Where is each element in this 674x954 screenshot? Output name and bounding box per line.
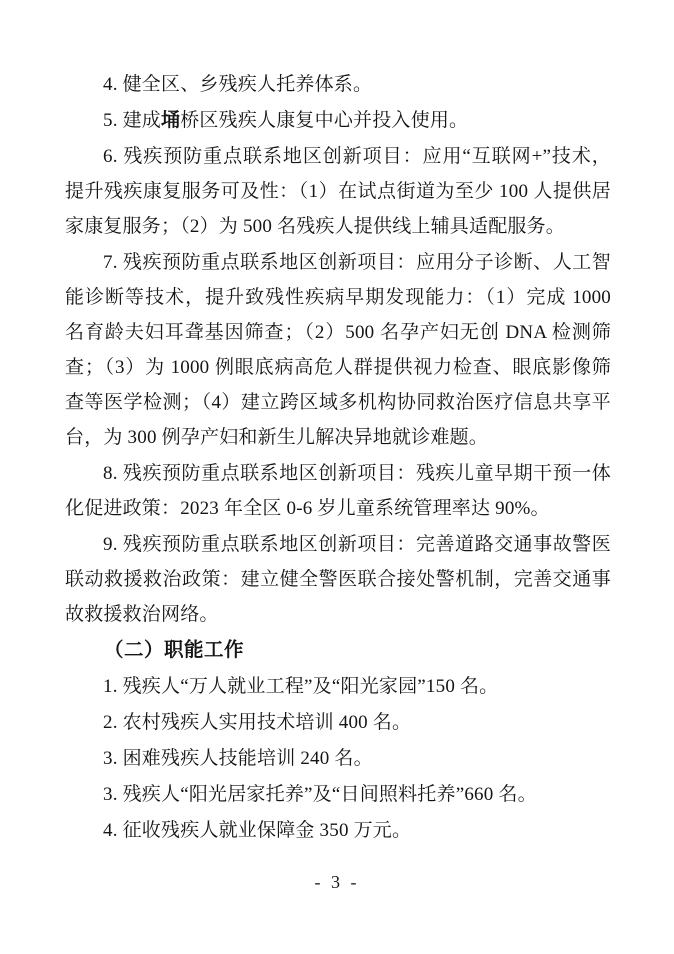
- list-item-prevention-5: [65, 103, 611, 138]
- list-item-prevention-7: 7. 残疾预防重点联系地区创新项目：应用分子诊断、人工智能诊断等技术，提升致残性疾病早期发现能力：（1）完成 1000 名育龄夫妇耳聋基因筛查；（2）500 名孕产妇无创 DNA 检测筛查；（3）为 1000 例眼底病高危人群提供视力检查、眼底影像筛查等医学检测；（4）建立跨区域多机构协同救治医疗信息共享平台，为 300 例孕产妇和新生儿解决异地就诊难题。: [65, 252, 611, 448]
- item-5-suffix: 桥区残疾人康复中心并投入使用。: [180, 110, 469, 131]
- list-item-prevention-6: 6. 残疾预防重点联系地区创新项目：应用“互联网+”技术，提升残疾康复服务可及性：（1）在试点街道为至少 100 人提供居家康复服务；（2）为 500 名残疾人提供线上辅具适配服务。: [65, 146, 611, 237]
- list-item-function-3b: 3. 残疾人“阳光居家托养”及“日间照料托养”660 名。: [103, 784, 537, 805]
- list-item-function-4: 4. 征收残疾人就业保障金 350 万元。: [103, 820, 412, 841]
- item-5-bold-char: 埇: [161, 110, 181, 131]
- list-item-function-3: 3. 困难残疾人技能培训 240 名。: [103, 748, 373, 769]
- list-item-function-1: 1. 残疾人“万人就业工程”及“阳光家园”150 名。: [103, 676, 499, 697]
- list-item-prevention-8: 8. 残疾预防重点联系地区创新项目：残疾儿童早期干预一体化促进政策：2023 年全区 0-6 岁儿童系统管理率达 90%。: [65, 463, 611, 519]
- page-number: - 3 -: [314, 872, 360, 892]
- section-heading-functional-work: （二）职能工作: [104, 639, 245, 661]
- list-item-function-2: 2. 农村残疾人实用技术培训 400 名。: [103, 712, 412, 733]
- list-item-prevention-9: 9. 残疾预防重点联系地区创新项目：完善道路交通事故警医联动救援救治政策：建立健全警医联合接处警机制，完善交通事故救援救治网络。: [65, 534, 611, 625]
- list-item-prevention-4: 4. 健全区、乡残疾人托养体系。: [103, 74, 373, 95]
- item-5-prefix: 5. 建成: [103, 110, 162, 131]
- document-body: [65, 67, 611, 849]
